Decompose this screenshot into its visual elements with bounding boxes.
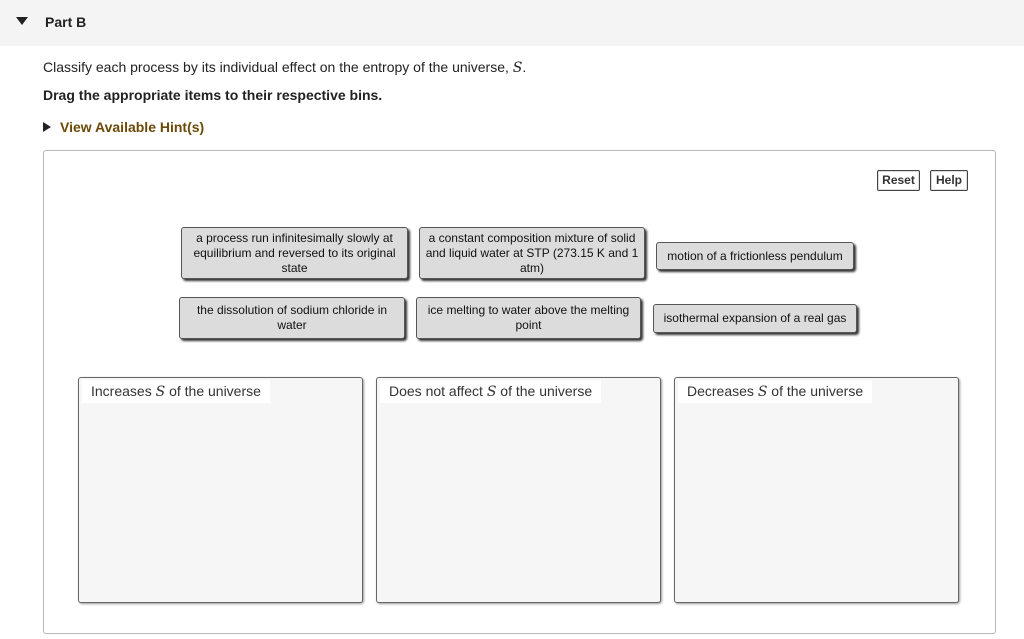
part-title: Part B [45, 14, 87, 30]
draggable-item[interactable]: a process run infinitesimally slowly at equilibrium and reversed to its original state [181, 227, 408, 279]
draggable-item[interactable]: ice melting to water above the melting point [416, 297, 641, 339]
triangle-right-icon [43, 122, 51, 132]
draggable-item[interactable]: a constant composition mixture of solid and liquid water at STP (273.15 K and 1 atm) [419, 227, 645, 279]
bin-label: Does not affect S of the universe [380, 380, 601, 403]
reset-button[interactable]: Reset [877, 170, 920, 191]
drag-instruction: Drag the appropriate items to their respective bins. [43, 87, 383, 103]
help-button[interactable]: Help [930, 170, 968, 191]
entropy-variable: S [512, 60, 523, 76]
triangle-down-icon[interactable] [16, 16, 28, 26]
entropy-variable: S [757, 384, 768, 400]
bin-label: Decreases S of the universe [678, 380, 872, 403]
bin-increases-entropy[interactable] [78, 377, 363, 603]
question-instruction [43, 59, 526, 76]
draggable-item[interactable]: isothermal expansion of a real gas [653, 304, 857, 333]
instruction-suffix: . [522, 59, 527, 75]
part-header[interactable] [0, 0, 1024, 46]
hint-label: View Available Hint(s) [60, 119, 205, 135]
draggable-item[interactable]: the dissolution of sodium chloride in water [179, 297, 405, 339]
bin-label: Increases S of the universe [82, 380, 270, 403]
view-hints-link[interactable] [43, 119, 204, 135]
entropy-variable: S [486, 384, 497, 400]
instruction-text: Classify each process by its individual effect on the entropy of the universe, [43, 59, 513, 75]
bin-decreases-entropy[interactable] [674, 377, 959, 603]
entropy-variable: S [155, 384, 166, 400]
drag-drop-workspace [43, 150, 996, 634]
draggable-item[interactable]: motion of a frictionless pendulum [656, 242, 854, 270]
bin-no-effect-entropy[interactable] [376, 377, 661, 603]
